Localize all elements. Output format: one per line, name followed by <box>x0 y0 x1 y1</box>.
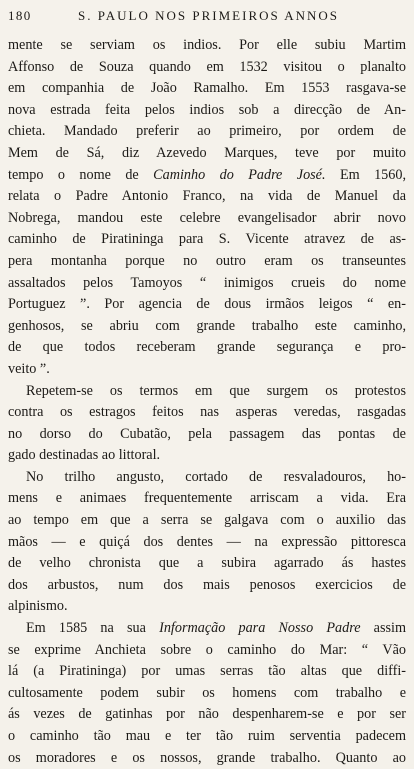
text-line <box>8 143 406 165</box>
text-run: alpinismo. <box>8 598 68 615</box>
text-line <box>8 57 406 79</box>
text-run: gado destinadas ao littoral. <box>8 447 161 464</box>
text-run: Mem de Sá, diz Azevedo Marques, teve por muito <box>8 144 406 161</box>
text-line <box>8 424 406 446</box>
text-line <box>8 661 406 683</box>
page-number: 180 <box>8 8 32 23</box>
text-line <box>8 186 406 208</box>
text-line <box>8 294 406 316</box>
text-line <box>8 208 406 230</box>
text-run: se exprime Anchieta sobre o caminho do Mar: “ Vão <box>8 641 406 658</box>
italic-title-text: Caminho do Padre José. <box>153 166 326 183</box>
text-run: veito ”. <box>8 360 50 377</box>
text-run: ao tempo em que a serra se galgava com o auxilio das <box>8 512 406 529</box>
text-run: cultosamente podem subir os homens com trabalho e <box>8 684 406 701</box>
text-line <box>8 640 406 662</box>
text-run: tempo o nome de <box>8 166 154 183</box>
text-run: dos arbustos, num dos mais penosos exercicios de <box>8 576 406 593</box>
text-run: lá (a Piratininga) por umas serras tão altas que diffi- <box>8 663 406 680</box>
text-run: Nobrega, mandou este celebre evangelisador abrir novo <box>8 209 406 226</box>
italic-title-text: Informação para Nosso Padre <box>159 620 361 637</box>
text-run: caminho de Piratininga para S. Vicente atravez de as- <box>8 231 406 248</box>
text-run: genhosos, se abriu com grande trabalho este caminho, <box>8 317 406 334</box>
text-line <box>8 704 406 726</box>
text-run: nova estrada feita pelos indios sob a direcção de An- <box>8 101 406 118</box>
text-line <box>8 35 406 57</box>
running-title: S. PAULO NOS PRIMEIROS ANNOS <box>78 8 340 23</box>
text-run: assim <box>360 620 406 637</box>
text-line <box>8 100 406 122</box>
text-line <box>8 488 406 510</box>
text-line <box>8 553 406 575</box>
text-run: contra os estragos feitos nas asperas veredas, rasgadas <box>8 404 406 421</box>
text-run: mente se serviam os indios. Por elle subiu Martim <box>8 37 406 53</box>
text-line <box>8 596 406 618</box>
text-line <box>8 337 406 359</box>
running-head <box>8 8 406 26</box>
text-line <box>8 467 406 489</box>
text-line <box>8 575 406 597</box>
text-run: ás vezes de gatinhas por não despenharem-se e por ser <box>8 706 406 723</box>
text-line <box>8 78 406 100</box>
text-line <box>8 359 406 381</box>
text-line <box>8 510 406 532</box>
text-run: no dorso do Cubatão, pela passagem das pontas de <box>8 425 406 442</box>
text-run: mens e animaes frequentemente arriscam a vida. Era <box>8 490 406 507</box>
text-line <box>8 532 406 554</box>
text-line <box>8 229 406 251</box>
text-line <box>8 445 406 467</box>
text-line <box>8 316 406 338</box>
text-run: Affonso de Souza quando em 1532 visitou o planalto <box>8 58 406 75</box>
text-run: No trilho angusto, cortado de resvaladouros, ho- <box>26 468 406 485</box>
text-run: Em 1560, <box>325 166 406 183</box>
text-run: de velho chronista que a subira agarrado ás hastes <box>8 555 406 572</box>
text-run: mãos — e quiçá dos dentes — na expressão pittoresca <box>8 533 406 550</box>
body-text <box>8 35 406 769</box>
text-line <box>8 121 406 143</box>
text-run: pera montanha porque no outro eram os transeuntes <box>8 252 406 269</box>
text-line <box>8 402 406 424</box>
text-run: relata o Padre Antonio Franco, na vida de Manuel da <box>8 188 406 205</box>
text-line <box>8 618 406 640</box>
text-run: Em 1585 na sua <box>26 620 160 637</box>
text-run: Repetem-se os termos em que surgem os protestos <box>26 382 406 399</box>
text-run: em companhia de João Ramalho. Em 1553 rasgava-se <box>8 80 406 97</box>
text-run: assaltados pelos Tamoyos “ inimigos crueis do nome <box>8 274 406 291</box>
text-line <box>8 748 406 769</box>
text-line <box>8 165 406 187</box>
text-line <box>8 251 406 273</box>
text-run: de que todos receberam grande segurança e pro- <box>8 339 406 356</box>
text-run: chieta. Mandado preferir ao primeiro, por ordem de <box>8 123 406 140</box>
text-line <box>8 381 406 403</box>
text-run: os moradores e os nossos, grande trabalho. Quanto ao <box>8 749 406 766</box>
text-line <box>8 683 406 705</box>
text-line <box>8 726 406 748</box>
text-line <box>8 273 406 295</box>
text-run: Portuguez ”. Por agencia de dous irmãos leigos “ en- <box>8 296 406 313</box>
text-run: o caminho tão mau e ter tão ruim serventia padecem <box>8 728 406 744</box>
